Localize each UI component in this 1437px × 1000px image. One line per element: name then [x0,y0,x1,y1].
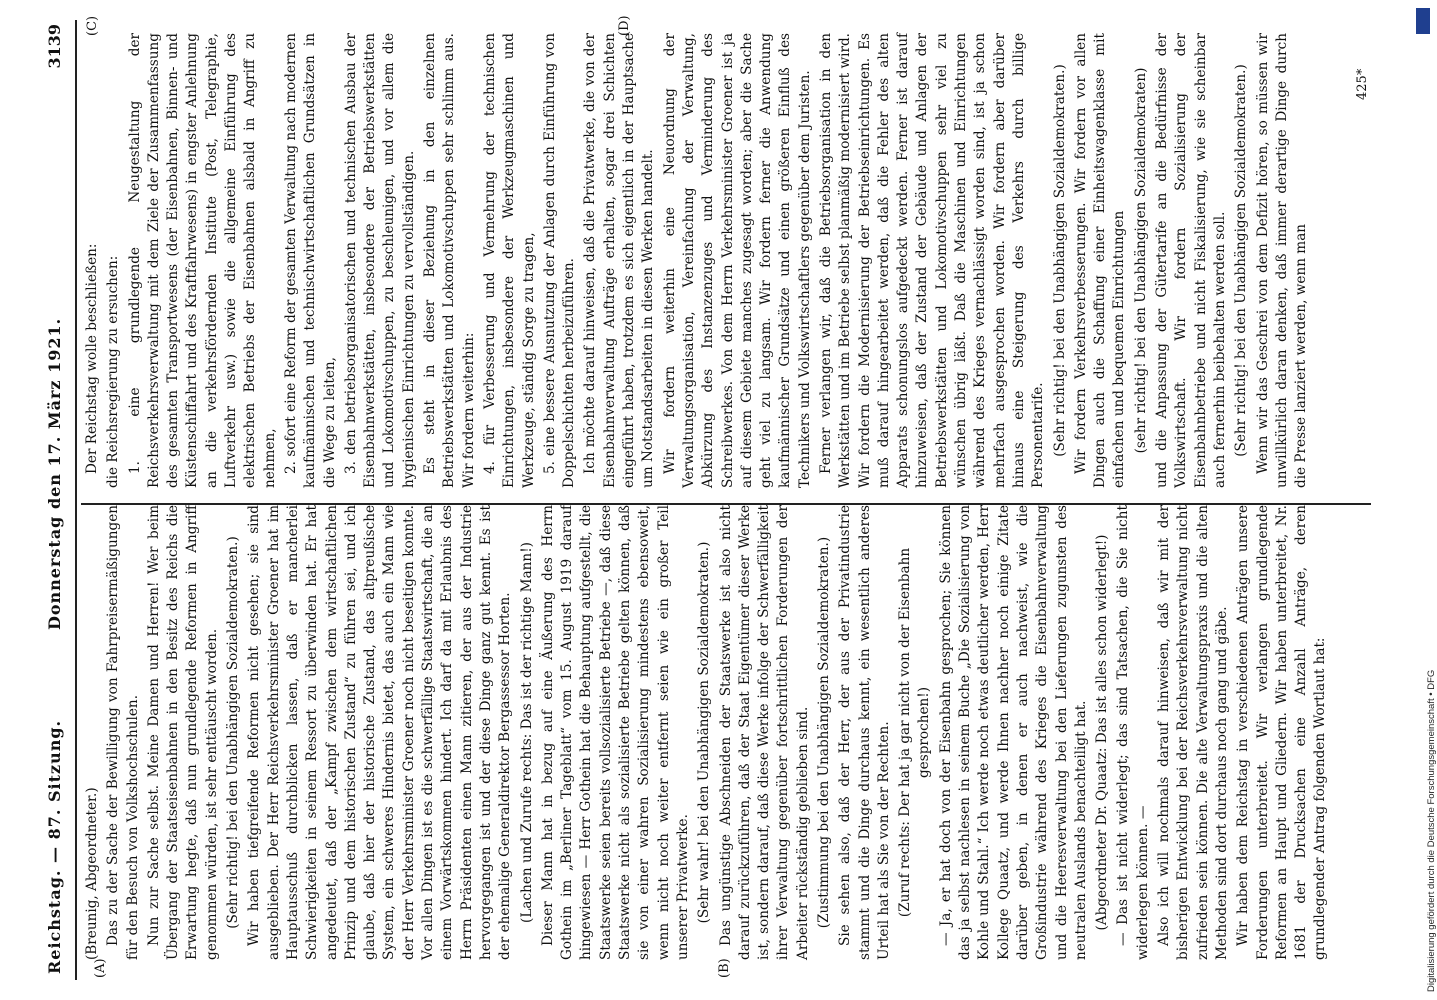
margin-marker-d: (D) [617,15,632,36]
margin-marker-a: (A) [93,958,108,978]
paragraph: — Das ist nicht widerlegt; das sind Tatsachen, die Sie nicht widerlegen können. — [1115,505,1151,960]
interjection: (Sehr richtig! bei den Unabhängigen Sozialdemokraten.) [1233,64,1250,457]
motion-line: die Reichsregierung zu ersuchen: [105,255,122,488]
motion-item: 5. eine bessere Ausnutzung der Anlagen durch Einführung von Doppelschichten herbeizuführen. [541,33,578,488]
paragraph: — Ja, er hat doch von der Eisenbahn gesprochen; Sie können das ja selbst nachlesen in seinem Buche „Die Sozialisierung von Kohle und Stahl.“ Ich werde noch etwas deutlicher werden, Herr Kollege Quaatz, und werde Ihnen nachher noch einige Zitate darüber geben, in denen er auch nachweist, wie die Großindustrie während des Krieges die Eisenbahnverwaltung und die Heeresverwaltung bei den Lieferungen zugunsten des neutralen Auslands benachteiligt hat. [937,505,1089,960]
paragraph: Das zu der Sache der Bewilligung von Fahrpreisermäßigungen für den Besuch von Volkshochschulen. [105,505,141,960]
interjection: (Zustimmung bei den Unabhängigen Sozialdemokraten.) [815,536,832,929]
page-header [37,20,73,980]
interjection: (Sehr richtig! bei den Unabhängigen Sozialdemokraten.) [1051,64,1068,457]
paragraph: Wir fordern Verkehrsverbesserungen. Wir fordern vor allen Dingen auch die Schaffung einer Einheitswagenklasse mit einfachen und bequemen Einrichtungen [1072,33,1128,488]
paragraph: Sie sehen also, daß der Herr, der aus der Privatindustrie stammt und die Dinge durchaus kennt, ein wesentlich anderes Urteil hat als Sie von der Rechten. [837,505,892,960]
credit-text: Digitalisierung gefördert durch die Deutsche Forschungsgemeinschaft • DFG [1426,669,1437,992]
margin-marker-c: (C) [85,15,100,36]
paragraph: Das ungünstige Abschneiden der Staatswerke ist also nicht darauf zurückzuführen, daß der Staat Eigentümer dieser Werke ist, sondern darauf, daß diese Werke infolge der Schwerfälligkeit ihrer Verwaltung gegenüber fortschrittlichen Forderungen der Arbeiter rückständig geblieben sind. [717,505,811,960]
interjection: (Lachen und Zurufe rechts: Das ist der richtige Mann!) [518,542,535,923]
rotated-newspaper-page [37,15,1397,980]
paragraph: Dieser Mann hat in bezug auf eine Äußerung des Herrn Gothein im „Berliner Tageblatt“ vom 15. August 1919 darauf hingewiesen — Herr Gothein hat die Behauptung aufgestellt, die Staatswerke seien bereits vollsozialisierte Betriebe —, daß diese Staatswerke nicht als sozialisierte Betriebe gelten können, daß sie von einer wahren Sozialisierung mindestens ebensoweit, wenn nicht noch weiter entfernt seien wie ein großer Teil unserer Privatwerke. [539,505,691,960]
motion-intro: Der Reichstag wolle beschließen: [84,243,100,474]
motion-item: 4. für Verbesserung und Vermehrung der technischen Einrichtungen, insbesondere der Werkzeugmaschinen und Werkzeuge, ständig Sorge zu tragen, [481,33,537,488]
paragraph: Ich möchte darauf hinweisen, daß die Privatwerke, die von der Eisenbahnverwaltung Aufträge erhalten, sogar drei Schichten eingeführt haben, trotzdem es sich eigentlich in der Hauptsache um Notstandsarbeiten in diesen Werken handelt. [582,33,657,488]
left-column [83,505,1383,960]
motion-item: 3. den betriebsorganisatorischen und technischen Ausbau der Eisenbahnwerkstätten, insbesondere der Betriebswerkstätten und Lokomotivschuppen, zu beschleunigen, und vor allem die hygienischen Einrichtungen zu vervollständigen. [342,33,417,488]
paragraph: Wir haben tiefgreifende Reformen nicht gesehen; sie sind ausgeblieben. Der Herr Reichsverkehrsminister Groener hat im Hauptausschuß durchblicken lassen, daß er mancherlei Schwierigkeiten in seinem Ressort zu überwinden hat. Er hat angedeutet, daß der „Kampf zwischen dem wirtschaftlichen Prinzip und dem historischen Zustand“ zu führen sei, und ich glaube, daß hier der historische Zustand, das altpreußische System, ein schweres Hindernis bietet, das auch ein Mann wie der Herr Verkehrsminister Groener noch nicht beseitigen konnte. Vor allen Dingen ist es die schwerfällige Staatswirtschaft, die an einem Vorwärtskommen hindert. Ich darf da mit Erlaubnis des Herrn Präsidenten einen Mann zitieren, der aus der Industrie hervorgegangen ist und der diese Dinge ganz gut kennt. Es ist der ehemalige Generaldirektor Bergassessor Horten. [246,505,514,960]
digitization-credit [1410,8,1437,992]
paragraph: und die Anpassung der Gütertarife an die Bedürfnisse der Volkswirtschaft. Wir fordern Sozialisierung der Eisenbahnbetriebe und nicht Fiskalisierung, wie sie scheinbar auch fernerhin beibehalten werden soll. [1154,33,1228,488]
motion-item: 2. sofort eine Reform der gesamten Verwaltung nach modernen kaufmännischen und technischwirtschaftlichen Grundsätzen in die Wege zu leiten, [282,33,338,488]
interjection: (Zuruf rechts: Der hat ja gar nicht von der Eisenbahn gesprochen!) [897,547,933,918]
paragraph: Ferner verlangen wir, daß die Betriebsorganisation in den Werkstätten und im Betriebe selbst planmäßig modernisiert wird. Wir fordern die Modernisierung der Betriebseinrichtungen. Es muß darauf hingearbeitet werden, daß die Fehler des alten Apparats schonungslos aufgedeckt werden. Ferner ist darauf hinzuweisen, daß der Zustand der Gebäude und Anlagen der Betriebswerkstätten und Lokomotivschuppen sehr viel zu wünschen übrig läßt. Daß die Maschinen und Einrichtungen während des Krieges vernachlässigt worden sind, ist ja schon mehrfach ausgesprochen worden. Wir fordern aber darüber hinaus eine Steigerung des Verkehrs durch billige Personentarife. [817,33,1047,488]
page-number: 3139 [45,24,64,69]
paragraph: Wir haben dem Reichstag in verschiedenen Anträgen unsere Forderungen unterbreitet. Wir verlangen grundlegende Reformen an Haupt und Gliedern. Wir haben unterbreitet, Nr. 1681 der Drucksachen eine Anzahl Anträge, deren grundlegender Antrag folgenden Wortlaut hat: [1235,505,1329,960]
column-divider [81,503,1371,505]
paragraph: Also ich will nochmals darauf hinweisen, daß wir mit der bisherigen Entwicklung bei der Reichsverkehrsverwaltung nicht zufrieden sein können. Die alte Verwaltungspraxis und die alten Methoden sind dort durchaus noch gang und gäbe. [1156,505,1230,960]
footer-number: 425* [1355,68,1370,100]
motion-item: 1. eine grundlegende Neugestaltung der Reichsverkehrsverwaltung mit dem Ziele der Zusammenfassung des gesamten Transportwesens (der Eisenbahnen, Binnen- und Küstenschiffahrt und des Kraftfahrwesens) in engster Anlehnung an die verkehrsfördernden Institute (Post, Telegraphie, Luftverkehr usw.) sowie die allgemeine Einführung des elektrischen Betriebs der Eisenbahnen alsbald in Angriff zu nehmen, [126,33,278,488]
right-column [83,33,1383,488]
paragraph: Nun zur Sache selbst. Meine Damen und Herren! Wer beim Übergang der Staatseisenbahnen in den Besitz des Reichs die Erwartung hegte, daß nun grundlegende Reformen in Angriff genommen würden, ist sehr enttäuscht worden. [145,505,220,960]
header-date: Donnerstag den 17. März 1921. [45,317,64,630]
speaker-line: (Breunig, Abgeordneter.) [84,787,100,960]
paragraph: Es steht in dieser Beziehung in den einzelnen Betriebswerkstätten und Lokomotivschuppen sehr schlimm aus. Wir fordern weiterhin: [422,33,477,488]
interjection: (Sehr richtig! bei den Unabhängigen Sozialdemokraten.) [225,536,242,929]
interjection: (sehr richtig! bei den Unabhängigen Sozialdemokraten) [1132,67,1149,454]
paragraph: Wenn wir das Geschrei von dem Defizit hören, so müssen wir unwillkürlich daran denken, daß immer derartige Dinge durch die Presse lanziert werden, wenn man [1254,33,1310,488]
paragraph: Wir fordern weiterhin eine Neuordnung der Verwaltungsorganisation, Vereinfachung der Verwaltung, Abkürzung des Instanzenzuges und Verminderung des Schreibwerkes. Von dem Herrn Verkehrsminister Groener ist ja auf diesem Gebiete manches zugesagt worden; aber die Sache geht viel zu langsam. Wir fordern ferner die Anwendung kaufmännischer Grundsätze und einen größeren Einfluß des Technikers und Volkswirtschaftlers gegenüber dem Juristen. [661,33,813,488]
margin-marker-b: (B) [717,958,732,978]
interjection: (Sehr wahr! bei den Unabhängigen Sozialdemokraten.) [696,541,713,924]
header-rule [75,20,77,980]
interjection: (Abgeordneter Dr. Quaatz: Das ist alles schon widerlegt!) [1094,534,1111,931]
header-left: Reichstag. — 87. Sitzung. [45,719,64,974]
